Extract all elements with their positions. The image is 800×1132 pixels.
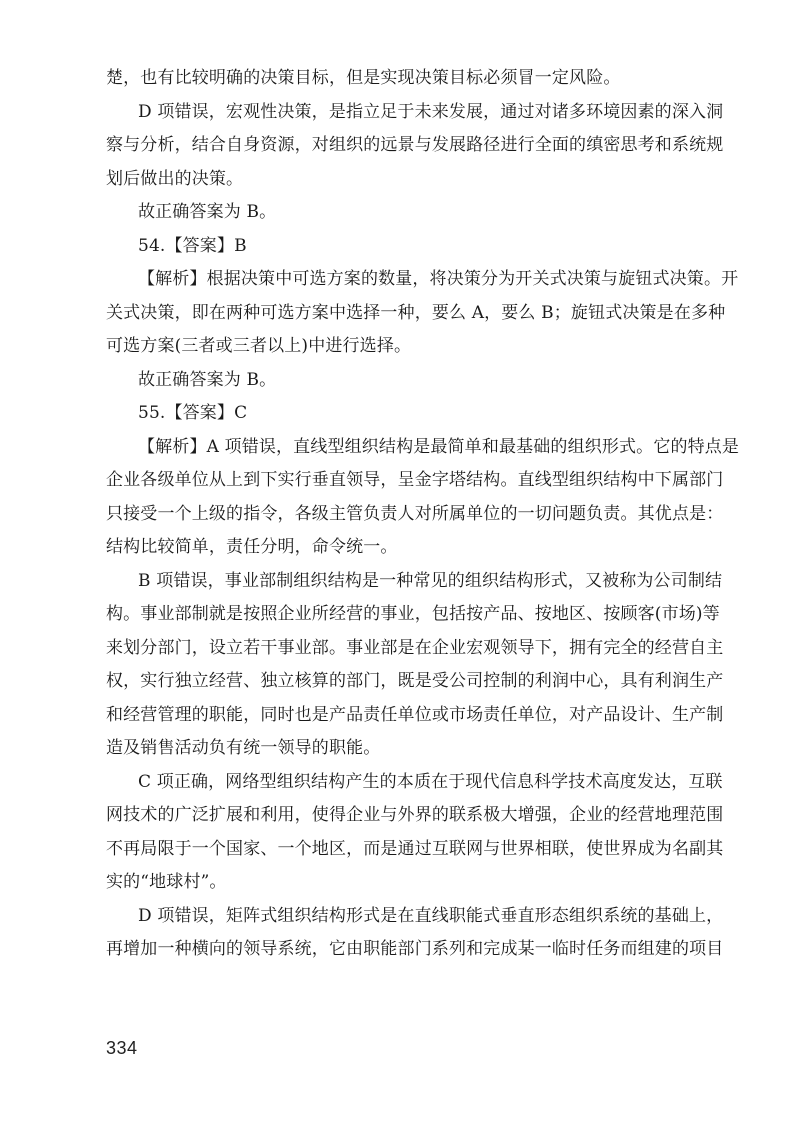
text-line: 关式决策，即在两种可选方案中选择一种，要么 A，要么 B；旋钮式决策是在多种 <box>106 302 726 323</box>
document-body <box>106 62 740 967</box>
text-line: 只接受一个上级的指令，各级主管负责人对所属单位的一切问题负责。其优点是： <box>106 503 724 524</box>
text-line: 结构比较简单，责任分明，命令统一。 <box>106 537 398 557</box>
question-heading: 55.【答案】C <box>138 403 248 423</box>
text-line: 权，实行独立经营、独立核算的部门，既是受公司控制的利润中心，具有利润生产 <box>106 671 724 691</box>
text-line: 楚，也有比较明确的决策目标，但是实现决策目标必须冒一定风险。 <box>106 68 621 88</box>
text-line: 察与分析，结合自身资源，对组织的远景与发展路径进行全面的缜密思考和系统规 <box>106 135 724 155</box>
answer-line: 故正确答案为 B。 <box>138 202 277 222</box>
text-line: 造及销售活动负有统一领导的职能。 <box>106 738 381 758</box>
text-line: 网技术的广泛扩展和利用，使得企业与外界的联系极大增强，企业的经营地理范围 <box>106 805 724 825</box>
text-line: D 项错误，矩阵式组织结构形式是在直线职能式垂直形态组织系统的基础上， <box>138 905 724 926</box>
page-number: 334 <box>106 1038 138 1058</box>
text-line: 实的“地球村”。 <box>106 872 227 892</box>
text-line: 构。事业部制就是按照企业所经营的事业，包括按产品、按地区、按顾客(市场)等 <box>106 604 720 624</box>
text-line: 和经营管理的职能，同时也是产品责任单位或市场责任单位，对产品设计、生产制 <box>106 704 724 725</box>
question-heading: 54.【答案】B <box>138 235 247 256</box>
text-line: 再增加一种横向的领导系统，它由职能部门系列和完成某一临时任务而组建的项目 <box>106 939 724 959</box>
answer-line: 故正确答案为 B。 <box>138 369 277 390</box>
text-line: 划后做出的决策。 <box>106 168 244 189</box>
text-line: D 项错误，宏观性决策，是指立足于未来发展，通过对诸多环境因素的深入洞 <box>138 101 724 122</box>
text-line: 企业各级单位从上到下实行垂直领导，呈金字塔结构。直线型组织结构中下属部门 <box>106 470 724 490</box>
analysis-line: 【解析】根据决策中可选方案的数量，将决策分为开关式决策与旋钮式决策。开 <box>138 269 739 289</box>
text-line: 不再局限于一个国家、一个地区，而是通过互联网与世界相联，使世界成为名副其 <box>106 838 724 859</box>
text-line: B 项错误，事业部制组织结构是一种常见的组织结构形式，又被称为公司制结 <box>138 570 723 591</box>
analysis-line: 【解析】A 项错误，直线型组织结构是最简单和最基础的组织形式。它的特点是 <box>138 436 740 457</box>
text-line: C 项正确，网络型组织结构产生的本质在于现代信息科学技术高度发达，互联 <box>138 771 723 792</box>
text-line: 可选方案(三者或三者以上)中进行选择。 <box>106 336 412 356</box>
text-line: 来划分部门，设立若干事业部。事业部是在企业宏观领导下，拥有完全的经营自主 <box>106 637 724 658</box>
